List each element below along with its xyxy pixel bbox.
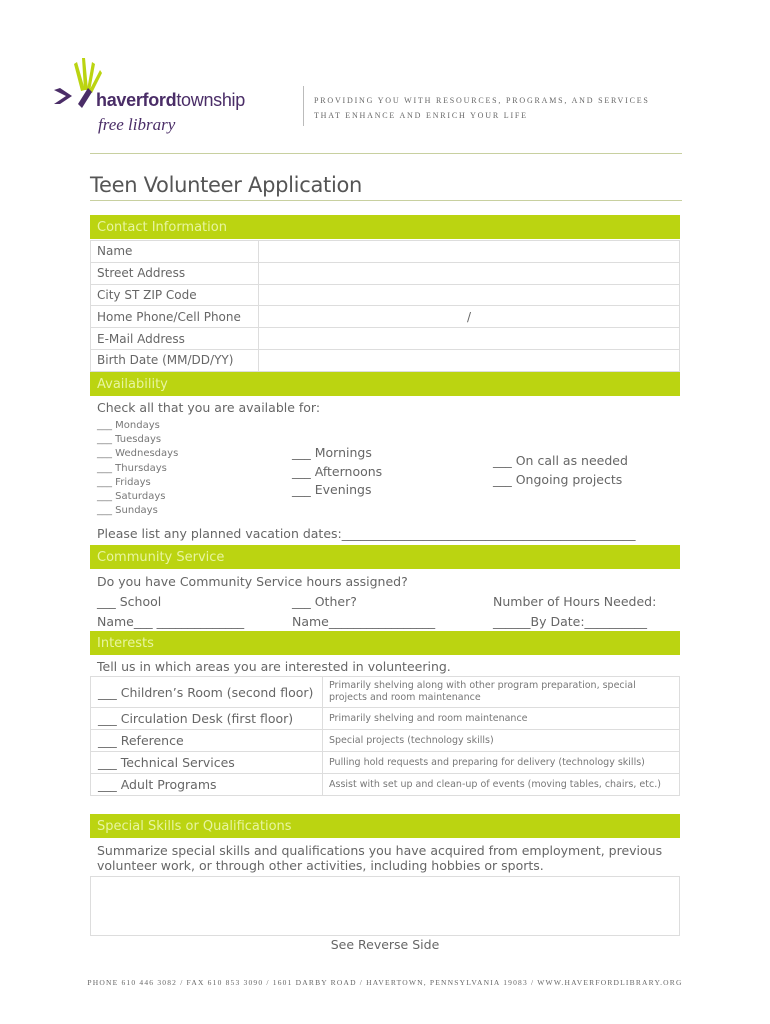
interest-description: Special projects (technology skills) xyxy=(323,730,680,752)
hours-needed-label: Number of Hours Needed: xyxy=(493,594,657,609)
interest-area-option[interactable]: ___ Adult Programs xyxy=(91,774,323,796)
day-option[interactable]: ___ Mondays xyxy=(97,420,160,431)
contact-row-street xyxy=(91,262,680,284)
header-rule xyxy=(90,153,682,154)
contact-name-field[interactable] xyxy=(259,241,680,263)
interest-area-option[interactable]: ___ Children’s Room (second floor) xyxy=(91,677,323,708)
contact-label: E-Mail Address xyxy=(91,328,259,350)
contact-row-birthdate xyxy=(91,349,680,371)
contact-birthdate-field[interactable] xyxy=(259,349,680,371)
other-option[interactable]: ___ Ongoing projects xyxy=(493,471,623,487)
day-option[interactable]: ___ Wednesdays xyxy=(97,448,179,460)
day-option[interactable]: ___ Fridays xyxy=(97,476,151,488)
contact-row-phone xyxy=(91,306,680,328)
logo-wordmark: haverfordtownship xyxy=(96,90,245,110)
availability-section-heading: Availability xyxy=(90,372,680,396)
interests-section-heading: Interests xyxy=(90,631,680,655)
contact-phone-field[interactable]: / xyxy=(259,306,680,328)
page-title: Teen Volunteer Application xyxy=(90,173,363,197)
school-option[interactable]: ___ School xyxy=(97,594,162,609)
footer-contact: PHONE 610 446 3082 / FAX 610 853 3090 / 1601 DARBY ROAD / HAVERTOWN, PENNSYLVANIA 19083 / WWW.HAVERFORDLIBRARY.ORG xyxy=(87,978,683,987)
interests-prompt: Tell us in which areas you are interested in volunteering. xyxy=(97,659,451,674)
day-option[interactable]: ___ Tuesdays xyxy=(97,434,162,446)
skills-textarea[interactable] xyxy=(90,876,680,936)
contact-section-heading: Contact Information xyxy=(90,215,680,239)
days-list xyxy=(97,419,178,518)
see-reverse-note: See Reverse Side xyxy=(330,937,440,952)
by-date-field[interactable]: ______By Date:__________ xyxy=(493,614,648,629)
contact-table xyxy=(90,240,680,372)
availability-prompt: Check all that you are available for: xyxy=(97,400,321,415)
interest-description: Pulling hold requests and preparing for delivery (technology skills) xyxy=(323,752,680,774)
vacation-dates-field[interactable]: Please list any planned vacation dates:_______________________________________________ xyxy=(97,526,636,541)
community-prompt: Do you have Community Service hours assigned? xyxy=(97,574,408,589)
other-option[interactable]: ___ On call as needed xyxy=(493,453,628,468)
skills-section-heading: Special Skills or Qualifications xyxy=(90,814,680,838)
contact-label: Name xyxy=(91,241,259,263)
interest-row xyxy=(91,774,680,796)
contact-email-field[interactable] xyxy=(259,328,680,350)
interest-row xyxy=(91,730,680,752)
other-community-option[interactable]: ___ Other? xyxy=(292,594,357,609)
contact-label: Home Phone/Cell Phone xyxy=(91,306,259,328)
title-rule xyxy=(90,200,682,201)
interest-description: Primarily shelving and room maintenance xyxy=(323,708,680,730)
community-section-heading: Community Service xyxy=(90,545,680,569)
contact-row-city xyxy=(91,284,680,306)
interest-area-option[interactable]: ___ Reference xyxy=(91,730,323,752)
library-logo xyxy=(52,58,292,143)
day-option[interactable]: ___ Sundays xyxy=(97,505,158,517)
skills-prompt: Summarize special skills and qualifications you have acquired from employment, previous volunteer work, or through other activities, including hobbies or sports. xyxy=(97,843,663,873)
time-option[interactable]: ___ Mornings xyxy=(292,445,372,460)
logo-subtitle: free library xyxy=(98,115,176,134)
contact-label: Street Address xyxy=(91,262,259,284)
time-option[interactable]: ___ Evenings xyxy=(292,482,372,497)
interest-description: Primarily shelving along with other program preparation, special projects and room maintenance xyxy=(323,677,680,708)
contact-street-field[interactable] xyxy=(259,262,680,284)
time-option[interactable]: ___ Afternoons xyxy=(292,463,383,479)
other-name-field[interactable]: Name_________________ xyxy=(292,614,436,629)
contact-row-email xyxy=(91,328,680,350)
school-name-field[interactable]: Name___ ______________ xyxy=(97,614,245,629)
interest-row xyxy=(91,677,680,708)
times-list xyxy=(292,444,382,500)
contact-row-name xyxy=(91,241,680,263)
other-availability-list xyxy=(493,452,628,489)
day-option[interactable]: ___ Saturdays xyxy=(97,491,166,503)
interest-row xyxy=(91,752,680,774)
header-divider xyxy=(303,86,304,126)
tagline: PROVIDING YOU WITH RESOURCES, PROGRAMS, AND SERVICES THAT ENHANCE AND ENRICH YOUR LIFE xyxy=(314,96,650,120)
interest-area-option[interactable]: ___ Circulation Desk (first floor) xyxy=(91,708,323,730)
contact-city-field[interactable] xyxy=(259,284,680,306)
contact-label: City ST ZIP Code xyxy=(91,284,259,306)
interest-row xyxy=(91,708,680,730)
interest-description: Assist with set up and clean-up of events (moving tables, chairs, etc.) xyxy=(323,774,680,796)
interest-area-option[interactable]: ___ Technical Services xyxy=(91,752,323,774)
day-option[interactable]: ___ Thursdays xyxy=(97,462,167,474)
contact-label: Birth Date (MM/DD/YY) xyxy=(91,349,259,371)
interests-table xyxy=(90,676,680,796)
